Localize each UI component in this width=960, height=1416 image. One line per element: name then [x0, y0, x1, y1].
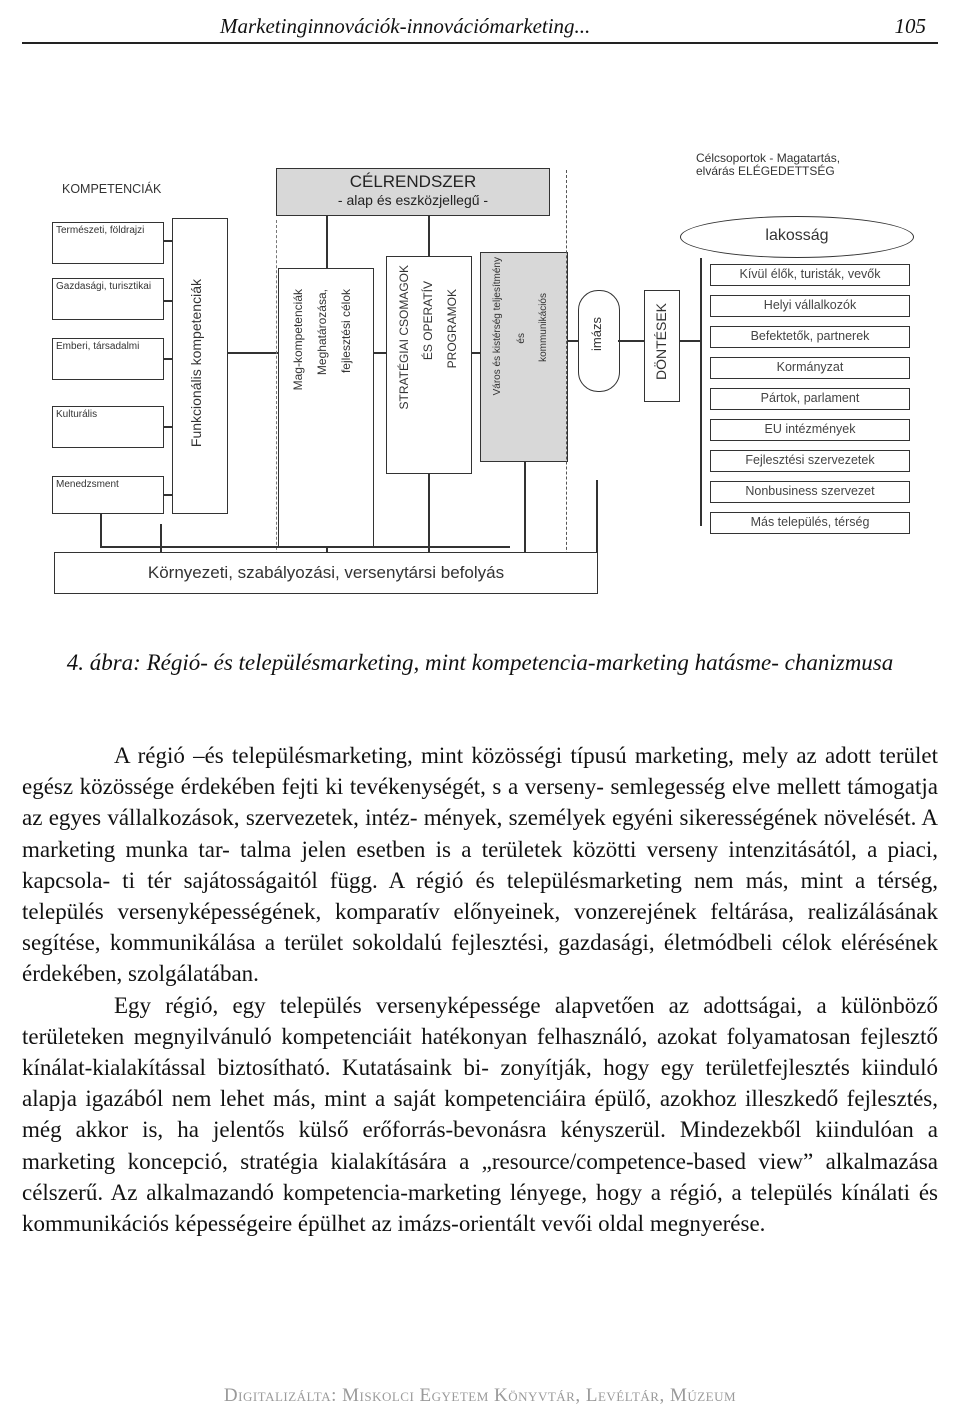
- connector-line: [472, 352, 480, 354]
- stakeholder-item: Befektetők, partnerek: [710, 326, 910, 348]
- header-title: Marketinginnovációk-innovációmarketing...: [220, 14, 591, 38]
- connector-line: [524, 462, 526, 552]
- mag-kompetenciak-box: [278, 268, 374, 548]
- celrendszer-subtitle: - alap és eszközjellegű -: [337, 192, 489, 208]
- dashed-line: [566, 170, 567, 570]
- imazs-oval: [578, 290, 620, 392]
- running-header: [22, 8, 938, 44]
- stakeholder-item: Nonbusiness szervezet: [710, 481, 910, 503]
- kornyezeti-box: [54, 552, 598, 594]
- paragraph: Egy régió, egy település versenyképessége alapvetően az adottságai, a különböző területeken megnyilvánuló kompetenciáit hatékonyan felhasználó, azokat folyamatosan fejlesztő kínálat-kialakítással biztosítható. Kutatásaink bi- zonyítják, hogy egy területfejlesztés kiinduló alapja igazából nem lehet más, mint a saját kompetenciáira épülő, azokhoz illeszkedő fejlesztés, még akkor is, ha jelentős külső erőforrás-bevonásra kényszerül. Mindezekből kiindulóan a marketing koncepció, stratégia kialakítására a „resource/competence-based view” alkalmazása célszerű. Az alkalmazandó kompetencia-marketing lényege, hogy a régió, a település kínálati és kommunikációs képességeire épülhet az imázs-orientált vevői oldal megnyerése.: [22, 992, 938, 1237]
- kompetencia-item: Gazdasági, turisztikai: [52, 278, 164, 320]
- connector-line: [428, 474, 430, 552]
- body-text: [22, 740, 938, 1239]
- kompetencia-item: Menedzsment: [52, 476, 164, 514]
- stakeholder-item: Kormányzat: [710, 357, 910, 379]
- connector-line: [618, 340, 644, 342]
- digitization-footer: Digitalizálta: Miskolci Egyetem Könyvtár, Levéltár, Múzeum: [223, 1385, 737, 1406]
- dontesek-box: [644, 290, 680, 402]
- connector-line: [374, 352, 386, 354]
- teljesitmeny-label: Város és kistérség teljesítmény: [492, 257, 503, 396]
- connector-line: [228, 352, 278, 354]
- connector-line: [568, 340, 578, 342]
- connector-line: [100, 546, 510, 548]
- connector-line: [428, 216, 430, 256]
- stakeholder-spine: [700, 258, 702, 526]
- connector-line: [326, 216, 328, 268]
- stakeholder-item: EU intézmények: [710, 419, 910, 441]
- kompetencia-item: Kulturális: [52, 406, 164, 448]
- connector-line: [596, 480, 598, 552]
- connector-line: [164, 358, 172, 360]
- connector-line: [160, 524, 162, 552]
- celrendszer-box: [276, 168, 550, 216]
- page-number: 105: [894, 14, 926, 38]
- connector-line: [164, 240, 172, 242]
- kornyezeti-label: Környezeti, szabályozási, versenytársi befolyás: [147, 563, 505, 582]
- stakeholder-item: Más település, térség: [710, 512, 910, 534]
- connector-line: [164, 426, 172, 428]
- kompetencia-item: Emberi, társadalmi: [52, 338, 164, 380]
- meghatarozasa-label: Meghatározása,: [315, 289, 329, 376]
- paragraph: A régió –és településmarketing, mint közösségi típusú marketing, mely az adott terület egész közössége érdekében fejti ki tevékenységét, s a verseny- semlegesség elve mellett támogatja az egyes vállalkozások, szervezetek, intéz- mények, személyek egyéni sikerességének növelését. A marketing munka tar- talma jelen esetben is a területek közötti verseny intenzitásától, a piaci, kapcsola- ti tér sajátosságaitól függ. A régió és településmarketing nem más, mint a térség, település versenyképességének, komparatív előnyeinek, vonzerejének feltárása, realizálásának segítése, kommunikálása a terület sokoldalú fejlesztési, gazdasági, életmódbeli célok elérésének érdekében, szolgálatában.: [22, 743, 938, 987]
- figure-caption: 4. ábra: Régió- és településmarketing, mint kompetencia-marketing hatásme- chanizmusa: [66, 650, 894, 675]
- operativ-label: ÉS OPERATÍV: [421, 281, 435, 361]
- stakeholder-item: Helyi vállalkozók: [710, 295, 910, 317]
- strategiai-label: STRATÉGIAI CSOMAGOK: [397, 265, 411, 410]
- kompetenciak-label: KOMPETENCIÁK: [62, 182, 162, 196]
- funkcionalis-kompetenciak-box: [172, 218, 228, 514]
- programok-label: PROGRAMOK: [445, 289, 459, 369]
- lakossag-label: lakosság: [765, 227, 829, 244]
- lakossag-oval: [680, 216, 914, 258]
- funkcionalis-label: Funkcionális kompetenciák: [188, 279, 204, 448]
- connector-line: [100, 514, 102, 546]
- celcsoport-label: Célcsoportok - Magatartás, elvárás ELÉGEDETTSÉG: [696, 151, 841, 178]
- fejlesztesi-celok-label: fejlesztési célok: [339, 289, 353, 374]
- stakeholder-item: Kívül élők, turisták, vevők: [710, 264, 910, 286]
- dontesek-label: DÖNTÉSEK: [653, 303, 669, 381]
- connector-line: [164, 494, 172, 496]
- stakeholder-item: Pártok, parlament: [710, 388, 910, 410]
- connector-line: [164, 300, 172, 302]
- es-label: és: [516, 333, 527, 344]
- dashed-line: [276, 220, 277, 580]
- connector-line: [680, 340, 700, 342]
- stakeholder-item: Fejlesztési szervezetek: [710, 450, 910, 472]
- kompetencia-item: Természeti, földrajzi: [52, 222, 164, 264]
- strategiai-csomagok-box: [386, 256, 472, 474]
- teljesitmeny-box: [480, 252, 568, 462]
- mag-kompetenciak-label: Mag-kompetenciák: [291, 289, 305, 391]
- figure-diagram: [40, 140, 930, 610]
- celrendszer-title: CÉLRENDSZER: [349, 172, 477, 191]
- kommunikacios-label: kommunikációs: [538, 293, 549, 362]
- imazs-label: imázs: [589, 317, 604, 351]
